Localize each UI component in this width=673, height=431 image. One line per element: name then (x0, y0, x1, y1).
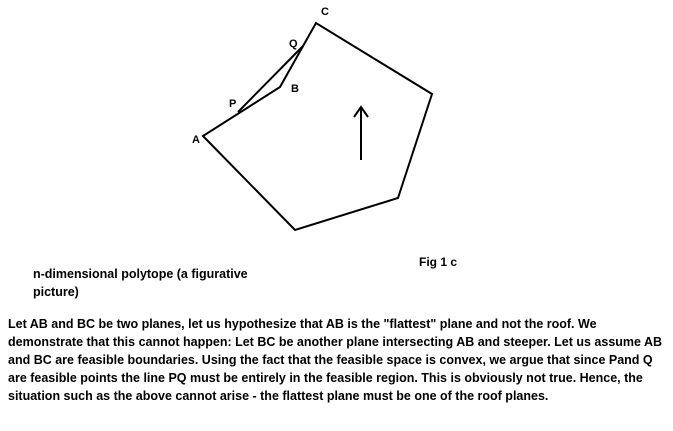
polytope-outline (203, 23, 432, 230)
label-a: A (192, 134, 200, 146)
explanation-paragraph: Let AB and BC be two planes, let us hypothesize that AB is the "flattest" plane and not the roof. We demonstrate that this cannot happen: Let BC be another plane intersecting AB and steeper. Let us assume AB and BC are feasible boundaries. Using the fact that the feasible space is convex, we argue that since Pand Q are feasible points the line PQ must be entirely in the feasible region. This is obviously not true. Hence, the situation such as the above cannot arise - the flattest plane must be one of the roof planes. (8, 317, 663, 403)
label-p: P (229, 98, 237, 110)
label-c: C (321, 6, 329, 18)
up-arrow-icon (354, 107, 368, 160)
label-q: Q (289, 38, 298, 50)
line-pq (238, 46, 303, 112)
label-b: B (291, 83, 299, 95)
polytope-caption: n-dimensional polytope (a figurative picture) (33, 267, 248, 299)
figure-caption: Fig 1 c (419, 255, 458, 269)
